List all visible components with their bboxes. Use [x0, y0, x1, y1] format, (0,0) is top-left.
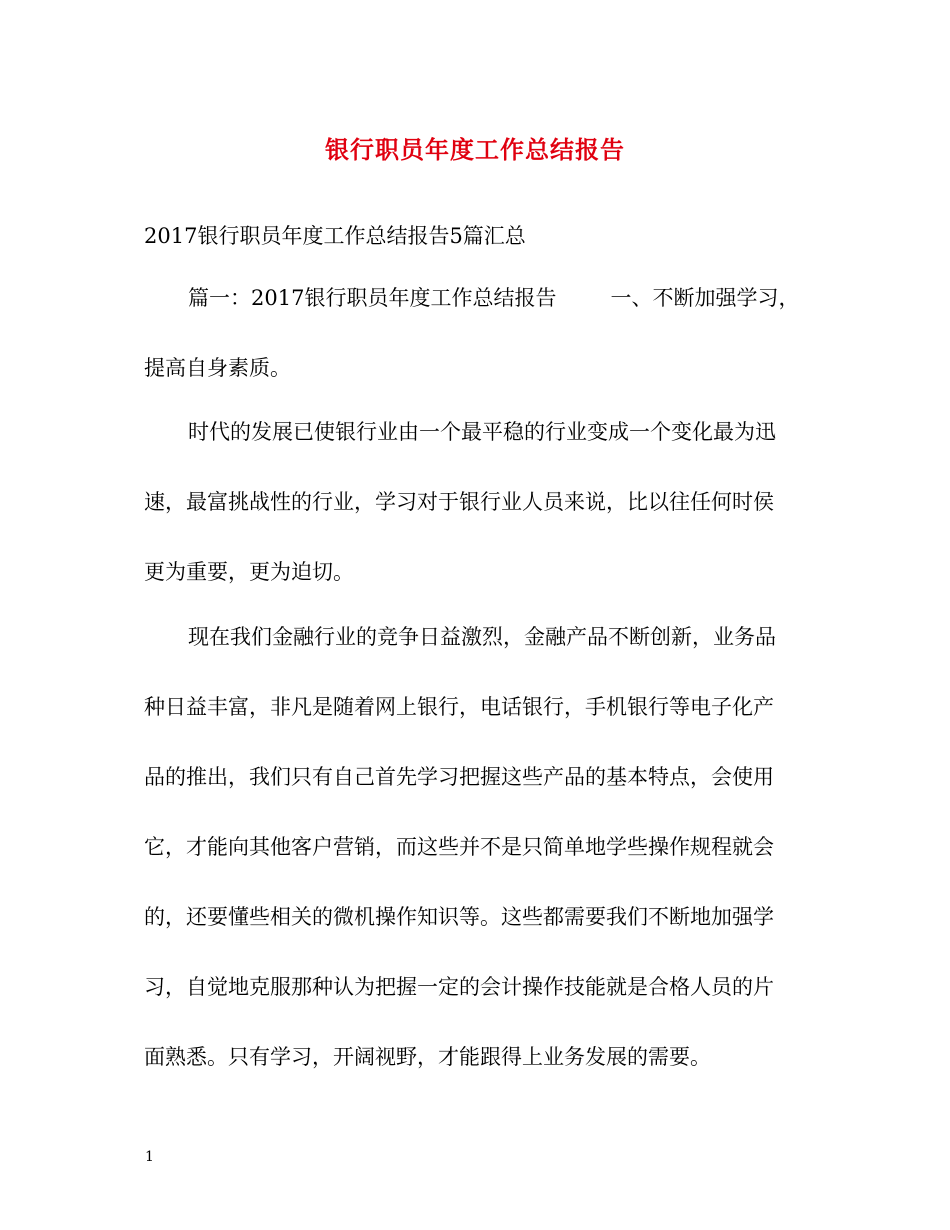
point-one-heading: 一、不断加强学习，: [610, 286, 800, 310]
body-line-3: 速，最富挑战性的行业，学习对于银行业人员来说，比以往任何时侯: [144, 490, 774, 514]
body-line-7: 品的推出，我们只有自己首先学习把握这些产品的基本特点，会使用: [144, 765, 774, 789]
body-line-2: 时代的发展已使银行业由一个最平稳的行业变成一个变化最为迅: [188, 420, 776, 444]
document-subtitle: 2017银行职员年度工作总结报告5篇汇总: [144, 224, 526, 248]
body-line-4: 更为重要，更为迫切。: [144, 560, 354, 584]
document-title: 银行职员年度工作总结报告: [325, 135, 625, 164]
body-line-10: 习，自觉地克服那种认为把握一定的会计操作技能就是合格人员的片: [144, 975, 774, 999]
body-line-8: 它，才能向其他客户营销，而这些并不是只简单地学些操作规程就会: [144, 835, 774, 859]
page-number: 1: [145, 1149, 154, 1165]
body-line-6: 种日益丰富，非凡是随着网上银行，电话银行，手机银行等电子化产: [144, 695, 774, 719]
body-line-11: 面熟悉。只有学习，开阔视野，才能跟得上业务发展的需要。: [144, 1045, 711, 1069]
section-heading-line: [188, 278, 799, 318]
section-heading: 篇一：2017银行职员年度工作总结报告: [188, 286, 557, 310]
body-line-5: 现在我们金融行业的竞争日益激烈，金融产品不断创新，业务品: [188, 625, 776, 649]
body-line-1: 提高自身素质。: [144, 356, 291, 380]
body-line-9: 的，还要懂些相关的微机操作知识等。这些都需要我们不断地加强学: [144, 905, 774, 929]
